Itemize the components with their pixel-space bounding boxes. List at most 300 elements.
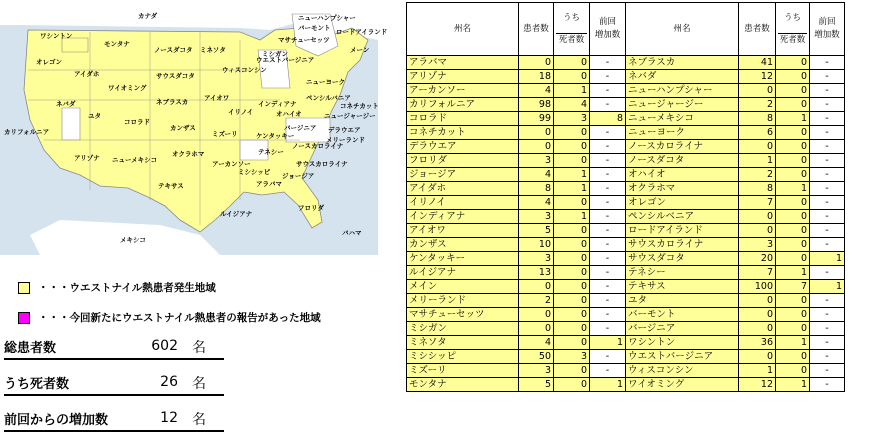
header-state-right: 州名 [626, 3, 739, 56]
cell-deaths-left: 0 [554, 224, 590, 238]
header-deaths-line1: うち [562, 12, 580, 23]
cell-state-right: サウスダコタ [626, 252, 739, 266]
legend-swatch-magenta [18, 312, 30, 324]
label-nebraska: ネブラスカ [156, 98, 189, 106]
cell-deaths-right: 0 [776, 210, 810, 224]
cell-deaths-right: 0 [776, 224, 810, 238]
cell-deaths-right: 0 [776, 252, 810, 266]
label-utah: ユタ [88, 112, 101, 120]
cell-patients-left: 3 [519, 364, 554, 378]
table-row [407, 126, 845, 140]
cell-increase-left: 1 [590, 378, 626, 392]
cell-deaths-right: 0 [776, 364, 810, 378]
header-deaths-line2: 死者数 [779, 34, 806, 45]
stat-label: うち死者数 [4, 377, 70, 392]
cell-increase-right: - [810, 56, 845, 70]
cell-increase-left: - [590, 308, 626, 322]
label-kansas: カンザス [170, 124, 196, 132]
stat-label: 前回からの増加数 [4, 413, 109, 428]
table-row [407, 364, 845, 378]
label-arkansas: アーカンソー [212, 160, 251, 168]
cell-increase-left: 1 [590, 336, 626, 350]
table-row [407, 56, 845, 70]
label-south-carolina: サウスカロライナ [296, 160, 348, 168]
cell-deaths-left: 0 [554, 70, 590, 84]
cell-state-left: カリフォルニア [407, 98, 519, 112]
cell-state-left: フロリダ [407, 154, 519, 168]
table-row [407, 308, 845, 322]
cell-state-left: アラバマ [407, 56, 519, 70]
label-michigan: ミシガン [262, 50, 288, 58]
cell-increase-right: - [810, 308, 845, 322]
table-row [407, 98, 845, 112]
cell-patients-right: 0 [739, 294, 776, 308]
label-iowa: アイオワ [204, 94, 230, 102]
cell-deaths-left: 3 [554, 112, 590, 126]
stat-unit: 名 [192, 376, 206, 392]
cell-deaths-left: 0 [554, 238, 590, 252]
cell-increase-right: 1 [810, 280, 845, 294]
cell-patients-right: 20 [739, 252, 776, 266]
cell-deaths-left: 0 [554, 252, 590, 266]
cell-state-right: バージニア [626, 322, 739, 336]
label-maine: メーン [350, 46, 370, 54]
stat-increase [4, 406, 224, 432]
cell-deaths-left: 0 [554, 126, 590, 140]
label-bahama: バハマ [342, 229, 362, 237]
label-maryland: メリーランド [326, 136, 365, 144]
cell-patients-left: 0 [519, 308, 554, 322]
cell-state-right: ワイオミング [626, 378, 739, 392]
stat-deaths [4, 370, 224, 396]
cell-state-right: ネブラスカ [626, 56, 739, 70]
cell-increase-right: - [810, 112, 845, 126]
cell-state-right: オハイオ [626, 168, 739, 182]
cell-increase-right: - [810, 196, 845, 210]
cell-deaths-left: 1 [554, 210, 590, 224]
cell-increase-right: - [810, 182, 845, 196]
cell-increase-left: - [590, 238, 626, 252]
cell-patients-left: 0 [519, 140, 554, 154]
cell-deaths-left: 0 [554, 294, 590, 308]
legend-occurrence-text: ・・・ウエストナイル熱患者発生地域 [38, 282, 216, 294]
cell-increase-right: - [810, 350, 845, 364]
table-row [407, 196, 845, 210]
cell-increase-left: - [590, 182, 626, 196]
header-deaths-line2: 死者数 [556, 33, 587, 47]
label-vermont: バーモント [298, 24, 331, 32]
cell-state-left: イリノイ [407, 196, 519, 210]
label-virginia: バージニア [284, 124, 317, 132]
cell-state-right: ニューメキシコ [626, 112, 739, 126]
header-deaths-line1: うち [783, 12, 801, 23]
cell-deaths-left: 0 [554, 56, 590, 70]
cell-patients-right: 1 [739, 154, 776, 168]
cell-increase-right: - [810, 168, 845, 182]
cell-patients-left: 2 [519, 294, 554, 308]
cell-increase-left: - [590, 196, 626, 210]
label-massachusetts: マサチューセッツ [278, 36, 330, 44]
cell-state-right: ペンシルベニア [626, 210, 739, 224]
label-new-jersey: ニュージャージー [324, 112, 376, 120]
table-row [407, 238, 845, 252]
label-louisiana: ルイジアナ [220, 210, 253, 218]
header-patients-right: 患者数 [739, 3, 776, 56]
cell-state-left: ミシガン [407, 322, 519, 336]
cell-patients-right: 8 [739, 182, 776, 196]
cell-deaths-left: 3 [554, 350, 590, 364]
cell-deaths-right: 0 [776, 154, 810, 168]
cell-patients-right: 0 [739, 350, 776, 364]
cell-deaths-right: 0 [776, 98, 810, 112]
cell-increase-right: - [810, 70, 845, 84]
cell-deaths-right: 0 [776, 308, 810, 322]
header-increase-right [810, 3, 845, 56]
table-row [407, 266, 845, 280]
stat-value: 26 [160, 374, 178, 390]
cell-patients-left: 5 [519, 378, 554, 392]
cell-increase-left: - [590, 364, 626, 378]
cell-patients-left: 10 [519, 238, 554, 252]
label-idaho: アイダホ [74, 70, 100, 78]
cell-increase-left: - [590, 98, 626, 112]
cell-patients-left: 3 [519, 154, 554, 168]
cell-deaths-right: 0 [776, 84, 810, 98]
cell-increase-right: - [810, 378, 845, 392]
table-row [407, 252, 845, 266]
cell-deaths-right: 0 [776, 238, 810, 252]
cell-increase-left: - [590, 56, 626, 70]
cell-increase-left: - [590, 140, 626, 154]
cell-increase-left: - [590, 266, 626, 280]
cell-patients-left: 18 [519, 70, 554, 84]
cell-patients-right: 7 [739, 266, 776, 280]
label-new-hampshire: ニューハンプシャー [298, 14, 356, 22]
label-mississippi: ミシシッピ [238, 168, 271, 176]
cell-increase-left: - [590, 322, 626, 336]
cell-increase-right: 1 [810, 252, 845, 266]
cell-state-right: ニューヨーク [626, 126, 739, 140]
label-north-carolina: ノースカロライナ [292, 142, 344, 150]
cell-increase-left: - [590, 84, 626, 98]
cell-state-right: ノースカロライナ [626, 140, 739, 154]
label-ohio: オハイオ [276, 110, 302, 118]
legend-new-report [18, 310, 321, 325]
cell-state-right: ニュージャージー [626, 98, 739, 112]
cell-patients-right: 6 [739, 126, 776, 140]
cell-state-right: テネシー [626, 266, 739, 280]
cell-patients-left: 4 [519, 336, 554, 350]
cases-table [406, 2, 845, 392]
cell-increase-right: - [810, 238, 845, 252]
cell-patients-left: 99 [519, 112, 554, 126]
cell-patients-right: 41 [739, 56, 776, 70]
cell-state-left: ケンタッキー [407, 252, 519, 266]
cell-deaths-left: 0 [554, 364, 590, 378]
label-west-virginia: ウエストバージニア [256, 56, 315, 64]
cell-patients-left: 3 [519, 210, 554, 224]
cell-deaths-left: 0 [554, 266, 590, 280]
cell-state-right: ネバダ [626, 70, 739, 84]
cell-increase-left: - [590, 168, 626, 182]
cell-state-right: ワシントン [626, 336, 739, 350]
cell-state-left: アイオワ [407, 224, 519, 238]
cell-state-left: モンタナ [407, 378, 519, 392]
cell-state-left: ルイジアナ [407, 266, 519, 280]
label-florida: フロリダ [298, 204, 324, 212]
cell-patients-left: 4 [519, 84, 554, 98]
stats-panel [4, 334, 224, 432]
cell-state-left: コネチカット [407, 126, 519, 140]
cell-increase-right: - [810, 210, 845, 224]
label-new-mexico: ニューメキシコ [112, 156, 158, 164]
cell-deaths-right: 0 [776, 168, 810, 182]
cell-patients-left: 0 [519, 56, 554, 70]
cell-patients-left: 0 [519, 322, 554, 336]
label-colorado: コロラド [124, 118, 150, 126]
cell-patients-right: 2 [739, 98, 776, 112]
header-increase-line2: 増加数 [814, 30, 840, 40]
cell-state-left: アリゾナ [407, 70, 519, 84]
label-indiana: インディアナ [258, 100, 297, 108]
cell-increase-left: - [590, 294, 626, 308]
cell-increase-right: - [810, 84, 845, 98]
header-deaths-right [776, 3, 810, 56]
cell-state-left: インディアナ [407, 210, 519, 224]
label-pennsylvania: ペンシルバニア [306, 94, 351, 102]
table-row [407, 154, 845, 168]
cell-patients-left: 0 [519, 280, 554, 294]
cell-patients-right: 0 [739, 224, 776, 238]
header-increase-left [590, 3, 626, 56]
cell-increase-right: - [810, 224, 845, 238]
label-nevada: ネバダ [56, 100, 76, 108]
cell-state-left: ミシシッピ [407, 350, 519, 364]
table-row [407, 280, 845, 294]
cell-increase-left: - [590, 154, 626, 168]
cell-patients-right: 7 [739, 196, 776, 210]
table-row [407, 182, 845, 196]
label-oklahoma: オクラホマ [172, 150, 205, 158]
table-row [407, 168, 845, 182]
cell-state-right: バーモント [626, 308, 739, 322]
cell-increase-left: - [590, 280, 626, 294]
cell-patients-right: 0 [739, 210, 776, 224]
legend-swatch-yellow [18, 282, 30, 294]
cell-patients-right: 100 [739, 280, 776, 294]
table-header-row [407, 3, 845, 56]
cell-increase-left: - [590, 350, 626, 364]
cell-deaths-right: 0 [776, 196, 810, 210]
label-canada: カナダ [138, 12, 158, 20]
label-washington: ワシントン [40, 32, 73, 40]
header-increase-line1: 前回 [818, 17, 836, 27]
label-california: カリフォルニア [4, 128, 50, 136]
cell-state-left: マサチューセッツ [407, 308, 519, 322]
cell-deaths-left: 1 [554, 182, 590, 196]
cell-patients-right: 0 [739, 140, 776, 154]
cell-deaths-left: 1 [554, 168, 590, 182]
cell-patients-left: 4 [519, 196, 554, 210]
cell-patients-right: 36 [739, 336, 776, 350]
label-mexico: メキシコ [120, 236, 146, 244]
cell-deaths-right: 0 [776, 140, 810, 154]
label-illinois: イリノイ [228, 108, 254, 116]
cell-patients-right: 1 [739, 364, 776, 378]
cell-increase-right: - [810, 336, 845, 350]
cell-state-left: メリーランド [407, 294, 519, 308]
cell-increase-left: - [590, 252, 626, 266]
washington-shape [62, 38, 88, 52]
cell-patients-left: 50 [519, 350, 554, 364]
cell-state-right: ユタ [626, 294, 739, 308]
label-wyoming: ワイオミング [108, 84, 147, 92]
cell-deaths-left: 0 [554, 336, 590, 350]
cell-state-right: ウィスコンシン [626, 364, 739, 378]
utah-shape [62, 108, 80, 140]
cell-increase-left: - [590, 70, 626, 84]
cell-patients-right: 0 [739, 322, 776, 336]
label-north-dakota: ノースダコタ [154, 46, 193, 54]
cell-increase-left: - [590, 224, 626, 238]
header-deaths-left [554, 3, 590, 56]
cell-state-right: ノースダコタ [626, 154, 739, 168]
cell-deaths-left: 0 [554, 308, 590, 322]
label-minnesota: ミネソタ [200, 46, 226, 54]
cell-patients-left: 98 [519, 98, 554, 112]
cell-deaths-left: 0 [554, 196, 590, 210]
cell-deaths-left: 0 [554, 154, 590, 168]
cell-patients-right: 12 [739, 70, 776, 84]
cell-patients-left: 13 [519, 266, 554, 280]
table-row [407, 70, 845, 84]
cell-state-right: ロードアイランド [626, 224, 739, 238]
cell-deaths-left: 4 [554, 98, 590, 112]
cell-deaths-right: 1 [776, 266, 810, 280]
cell-increase-right: - [810, 98, 845, 112]
cell-increase-right: - [810, 364, 845, 378]
cell-increase-right: - [810, 294, 845, 308]
label-south-dakota: サウスダコタ [156, 72, 195, 80]
cell-state-right: オレゴン [626, 196, 739, 210]
stat-label: 総患者数 [4, 341, 57, 356]
cell-state-left: ミズーリ [407, 364, 519, 378]
cell-state-left: カンザス [407, 238, 519, 252]
cell-state-right: オクラホマ [626, 182, 739, 196]
cell-patients-left: 3 [519, 252, 554, 266]
cell-deaths-right: 1 [776, 336, 810, 350]
table-row [407, 210, 845, 224]
label-kentucky: ケンタッキー [256, 132, 295, 140]
cell-state-left: ミネソタ [407, 336, 519, 350]
cell-patients-right: 2 [739, 168, 776, 182]
label-arizona: アリゾナ [74, 154, 100, 162]
cell-patients-right: 8 [739, 112, 776, 126]
table-row [407, 322, 845, 336]
table-row [407, 112, 845, 126]
cell-increase-right: - [810, 154, 845, 168]
cell-state-right: ウエストバージニア [626, 350, 739, 364]
table-row [407, 294, 845, 308]
cell-state-left: アイダホ [407, 182, 519, 196]
cell-patients-left: 4 [519, 168, 554, 182]
table-row [407, 140, 845, 154]
cell-deaths-right: 0 [776, 56, 810, 70]
us-map [0, 0, 388, 255]
label-tennessee: テネシー [258, 148, 284, 156]
cell-patients-right: 3 [739, 238, 776, 252]
cell-increase-right: - [810, 140, 845, 154]
cell-state-right: サウスカロライナ [626, 238, 739, 252]
cell-patients-right: 12 [739, 378, 776, 392]
cell-increase-right: - [810, 266, 845, 280]
cell-deaths-left: 0 [554, 322, 590, 336]
table-row [407, 350, 845, 364]
header-patients-left: 患者数 [519, 3, 554, 56]
cell-deaths-left: 0 [554, 140, 590, 154]
label-georgia: ジョージア [282, 172, 315, 180]
cell-increase-left: - [590, 126, 626, 140]
legend-occurrence [18, 280, 216, 295]
cell-state-right: テキサス [626, 280, 739, 294]
cell-increase-left: - [590, 210, 626, 224]
label-missouri: ミズーリ [212, 130, 238, 138]
cell-state-right: ニューハンプシャー [626, 84, 739, 98]
cell-increase-right: - [810, 322, 845, 336]
legend-new-report-text: ・・・今回新たにウエストナイル熱患者の報告があった地域 [38, 312, 321, 324]
stat-unit: 名 [192, 340, 206, 356]
cell-deaths-right: 0 [776, 350, 810, 364]
cell-state-left: メイン [407, 280, 519, 294]
stat-value: 12 [160, 410, 178, 426]
cell-state-left: ジョージア [407, 168, 519, 182]
header-increase-line1: 前回 [598, 17, 616, 27]
label-wisconsin: ウィスコンシン [222, 66, 267, 74]
label-rhode-island: ロードアイランド [336, 28, 388, 36]
cell-increase-left: 8 [590, 112, 626, 126]
label-montana: モンタナ [104, 40, 130, 48]
cell-deaths-right: 1 [776, 112, 810, 126]
label-alabama: アラバマ [256, 180, 282, 188]
cell-deaths-left: 0 [554, 378, 590, 392]
cell-patients-left: 5 [519, 224, 554, 238]
cell-state-left: コロラド [407, 112, 519, 126]
cell-increase-right: - [810, 126, 845, 140]
cell-deaths-right: 0 [776, 322, 810, 336]
stat-unit: 名 [192, 412, 206, 428]
cell-deaths-right: 7 [776, 280, 810, 294]
cell-deaths-right: 0 [776, 294, 810, 308]
cell-patients-left: 0 [519, 126, 554, 140]
cell-deaths-right: 1 [776, 378, 810, 392]
cell-patients-right: 0 [739, 84, 776, 98]
label-oregon: オレゴン [36, 58, 62, 66]
table-row [407, 84, 845, 98]
table-row [407, 336, 845, 350]
cell-deaths-right: 0 [776, 126, 810, 140]
header-increase-line2: 増加数 [594, 30, 621, 40]
cell-deaths-left: 1 [554, 84, 590, 98]
table-row [407, 378, 845, 392]
header-state-left: 州名 [407, 3, 519, 56]
cell-patients-right: 0 [739, 308, 776, 322]
label-connecticut: コネチカット [340, 102, 379, 110]
cell-deaths-left: 0 [554, 280, 590, 294]
us-map-svg [0, 0, 388, 255]
cell-state-left: アーカンソー [407, 84, 519, 98]
cell-deaths-right: 0 [776, 70, 810, 84]
cell-state-left: デラウエア [407, 140, 519, 154]
